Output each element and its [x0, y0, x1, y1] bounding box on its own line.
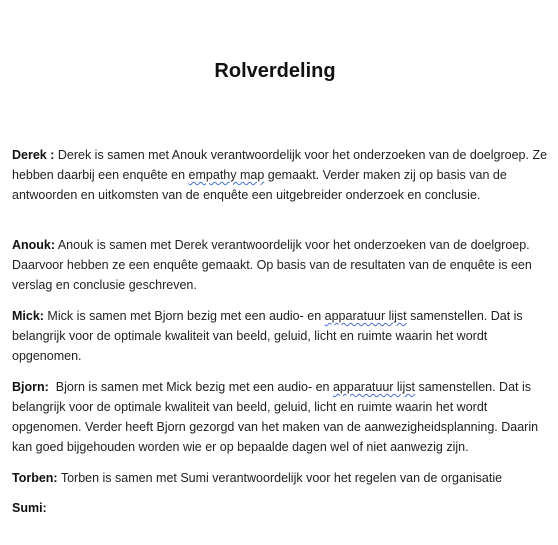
role-text-continued: gemaakt. Verder maken zij op basis van de antwoorden en uitkomsten van de enquête een uitgebreider onderzoek en conclusie. — [12, 168, 507, 202]
spellcheck-marked-text: empathy map — [188, 168, 265, 182]
role-name: Mick: — [12, 309, 44, 323]
role-name: Derek : — [12, 148, 55, 162]
role-text: Mick is samen met Bjorn bezig met een audio- en — [43, 309, 325, 323]
role-paragraph-mick — [12, 306, 558, 366]
spellcheck-marked-text: apparatuur lijst — [332, 380, 415, 394]
role-paragraph-torben — [12, 468, 558, 488]
spellcheck-marked-text: apparatuur lijst — [324, 309, 407, 323]
role-text: Derek is samen met Anouk verantwoordelijk voor het onderzoeken van de doelgroep. Ze hebben daarbij een enquête en — [12, 148, 548, 182]
role-name: Anouk: — [12, 238, 56, 252]
role-text: Anouk is samen met Derek verantwoordelijk voor het onderzoeken van de doelgroep. Daarvoor hebben ze een enquête gemaakt. Op basis van de resultaten van de enquête is een verslag en conclusie geschreven. — [12, 238, 532, 292]
role-paragraph-anouk — [12, 235, 558, 295]
document-title: Rolverdeling — [214, 60, 336, 82]
role-text-continued: samenstellen. Dat is belangrijk voor de optimale kwaliteit van beeld, geluid, licht en ruimte waarin het wordt opgenomen. — [12, 309, 523, 363]
role-paragraph-bjorn — [12, 377, 558, 457]
role-text: Bjorn is samen met Mick bezig met een audio- en — [48, 380, 333, 394]
role-paragraph-derek — [12, 145, 558, 205]
role-text-continued: samenstellen. Dat is belangrijk voor de optimale kwaliteit van beeld, geluid, licht en ruimte waarin het wordt opgenomen. Verder heeft Bjorn gezorgd van het maken van de aanwezigheidsplanning. Daarin kan goed bijgehouden worden wie er op bepaalde dagen wel of niet aanwezig zijn. — [12, 380, 539, 454]
role-name: Bjorn: — [12, 380, 49, 394]
role-name: Torben: — [12, 471, 58, 485]
role-paragraph-sumi — [12, 498, 558, 518]
role-name: Sumi: — [12, 501, 47, 515]
role-text: Torben is samen met Sumi verantwoordelijk voor het regelen van de organisatie — [57, 471, 503, 485]
